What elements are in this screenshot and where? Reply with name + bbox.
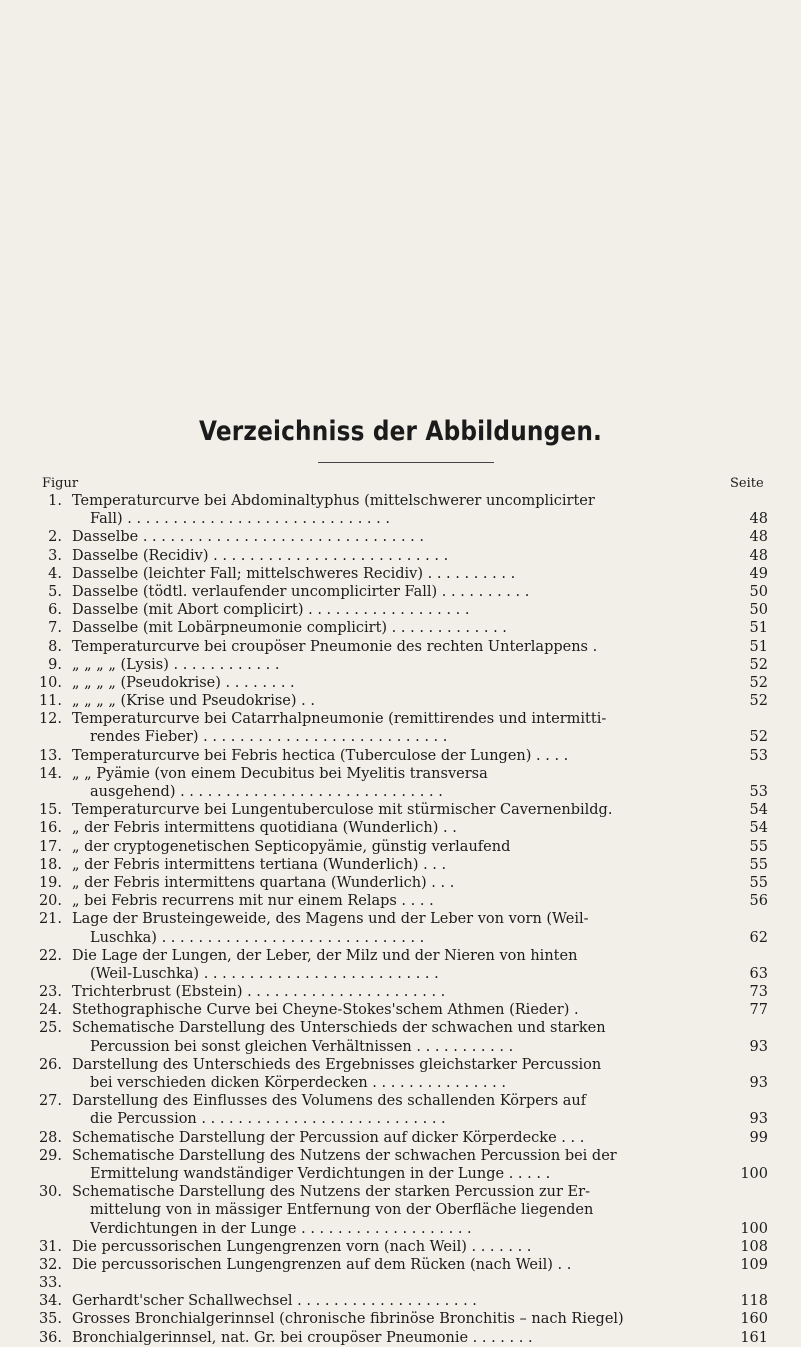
list-item — [26, 874, 768, 892]
page-number: 51 — [749, 638, 768, 655]
figure-number: 9. — [48, 656, 62, 673]
page-number: 52 — [749, 729, 768, 746]
figure-number: 20. — [38, 893, 62, 910]
figure-number: 10. — [38, 674, 62, 691]
figure-number: 36. — [38, 1329, 62, 1346]
figure-caption: „ „ „ „ (Krise und Pseudokrise) . . — [72, 693, 315, 710]
list-item — [26, 492, 768, 510]
figure-caption: Dasselbe . . . . . . . . . . . . . . . . . . . . . . . . . . . . . . . — [72, 529, 425, 546]
page-number: 52 — [749, 656, 768, 673]
figure-number: 16. — [38, 820, 62, 837]
list-item — [26, 783, 768, 801]
figure-number: 4. — [48, 565, 62, 582]
page-number: 54 — [749, 820, 768, 837]
figure-caption: die Percussion . . . . . . . . . . . . . . . . . . . . . . . . . . . — [90, 1111, 446, 1128]
figure-number: 31. — [38, 1238, 62, 1255]
list-item — [26, 1038, 768, 1056]
figure-caption: Luschka) . . . . . . . . . . . . . . . . . . . . . . . . . . . . . — [90, 929, 425, 946]
figure-number: 27. — [38, 1093, 62, 1110]
figure-caption: Lage der Brusteingeweide, des Magens und der Leber von vorn (Weil- — [72, 911, 589, 928]
list-item — [26, 601, 768, 619]
page-number: 118 — [740, 1293, 768, 1310]
figure-caption: Die percussorischen Lungengrenzen vorn (nach Weil) . . . . . . . — [72, 1238, 532, 1255]
figure-caption: Dasselbe (tödtl. verlaufender uncomplicirter Fall) . . . . . . . . . . — [72, 583, 530, 600]
figure-number: 30. — [38, 1184, 62, 1201]
list-item — [26, 692, 768, 710]
figure-number: 8. — [48, 638, 62, 655]
column-header-figure: Figur — [42, 476, 79, 491]
list-item — [26, 619, 768, 637]
list-item — [26, 747, 768, 765]
page-number: 55 — [749, 874, 768, 891]
figure-caption: Schematische Darstellung des Nutzens der schwachen Percussion bei der — [72, 1147, 617, 1164]
figure-caption: Percussion bei sonst gleichen Verhältnissen . . . . . . . . . . . — [90, 1038, 514, 1055]
figure-caption: Stethographische Curve bei Cheyne-Stokes'schem Athmen (Rieder) . — [72, 1002, 579, 1019]
figure-caption: Die Lage der Lungen, der Leber, der Milz und der Nieren von hinten — [72, 947, 578, 964]
figure-number: 17. — [38, 838, 62, 855]
figure-number: 6. — [48, 602, 62, 619]
page-number: 53 — [749, 784, 768, 800]
figure-number: 19. — [38, 874, 62, 891]
page-number: 55 — [749, 856, 768, 873]
list-item — [26, 929, 768, 947]
list-item — [26, 1238, 768, 1256]
list-item — [26, 638, 768, 656]
figure-caption: „ „ „ „ (Pseudokrise) . . . . . . . . — [72, 674, 295, 691]
figure-number: 18. — [38, 856, 62, 873]
list-item — [26, 947, 768, 965]
list-item — [26, 765, 768, 783]
list-item — [26, 892, 768, 910]
list-item — [26, 1274, 768, 1292]
list-item — [26, 983, 768, 1001]
list-item — [26, 1183, 768, 1201]
figure-caption: Trichterbrust (Ebstein) . . . . . . . . . . . . . . . . . . . . . . — [72, 984, 446, 1001]
page-number: 55 — [749, 838, 768, 855]
figure-caption: Verdichtungen in der Lunge . . . . . . . . . . . . . . . . . . . — [90, 1220, 472, 1237]
figure-caption: „ der Febris intermittens tertiana (Wunderlich) . . . — [72, 856, 447, 873]
list-item — [26, 856, 768, 874]
list-item — [26, 674, 768, 692]
figure-caption: „ der cryptogenetischen Septicopyämie, günstig verlaufend — [72, 838, 511, 855]
list-item — [26, 1329, 768, 1347]
figure-caption: Darstellung des Unterschieds des Ergebnisses gleichstarker Percussion — [72, 1056, 602, 1073]
figure-caption: mittelung von in mässiger Entfernung von der Oberfläche liegenden — [90, 1202, 594, 1219]
list-item — [26, 710, 768, 728]
figure-number: 29. — [38, 1147, 62, 1164]
figure-number: 26. — [38, 1056, 62, 1073]
page-title: Verzeichniss der Abbildungen. — [198, 416, 603, 447]
list-item — [26, 528, 768, 546]
figure-number: 12. — [38, 711, 62, 728]
figure-number: 1. — [48, 493, 62, 509]
page-number: 49 — [749, 565, 768, 582]
figure-caption: Bronchialgerinnsel, nat. Gr. bei croupöser Pneumonie . . . . . . . — [72, 1329, 533, 1346]
list-item — [26, 1001, 768, 1019]
list-item — [26, 547, 768, 565]
figure-caption: Dasselbe (mit Abort complicirt) . . . . . . . . . . . . . . . . . . — [72, 602, 470, 619]
figure-caption: (Weil-Luschka) . . . . . . . . . . . . . . . . . . . . . . . . . . — [90, 965, 439, 982]
figure-caption: Schematische Darstellung des Unterschieds der schwachen und starken — [72, 1020, 606, 1037]
page-number: 50 — [749, 583, 768, 600]
figure-caption: Die percussorischen Lungengrenzen auf dem Rücken (nach Weil) . . — [72, 1256, 572, 1273]
page-number: 161 — [740, 1329, 768, 1346]
figure-number: 24. — [38, 1002, 62, 1019]
page-number: 52 — [749, 674, 768, 691]
figure-number: 35. — [38, 1311, 62, 1328]
page-number: 99 — [749, 1129, 768, 1146]
figure-caption: „ der Febris intermittens quotidiana (Wunderlich) . . — [72, 820, 457, 837]
list-item — [26, 1074, 768, 1092]
figure-caption: Dasselbe (leichter Fall; mittelschweres Recidiv) . . . . . . . . . . — [72, 565, 516, 582]
list-item — [26, 1292, 768, 1310]
figure-caption: Temperaturcurve bei Catarrhalpneumonie (remittirendes und intermitti- — [72, 711, 607, 728]
page-number: 100 — [740, 1165, 768, 1182]
page-number: 73 — [749, 984, 768, 1001]
page-number: 77 — [749, 1002, 768, 1019]
list-item — [26, 838, 768, 856]
page-number: 48 — [749, 511, 768, 528]
figure-number: 28. — [38, 1129, 62, 1146]
figure-caption: Darstellung des Einflusses des Volumens des schallenden Körpers auf — [72, 1093, 587, 1110]
figure-caption: Ermittelung wandständiger Verdichtungen in der Lunge . . . . . — [90, 1165, 551, 1182]
page-number: 63 — [749, 965, 768, 982]
list-item — [26, 965, 768, 983]
page-number: 100 — [740, 1220, 768, 1237]
list-item — [26, 583, 768, 601]
figure-number: 33. — [38, 1275, 62, 1292]
title-rule — [318, 462, 494, 463]
list-item — [26, 1019, 768, 1037]
list-item — [26, 1110, 768, 1128]
figure-caption: Grosses Bronchialgerinnsel (chronische fibrinöse Bronchitis – nach Riegel) — [72, 1311, 624, 1328]
figure-number: 5. — [48, 583, 62, 600]
figure-caption: Schematische Darstellung des Nutzens der starken Percussion zur Er- — [72, 1184, 590, 1201]
figure-number: 23. — [38, 984, 62, 1001]
figure-number: 14. — [38, 765, 62, 782]
figure-caption: Temperaturcurve bei Lungentuberculose mit stürmischer Cavernenbildg. — [72, 802, 613, 819]
page-number: 56 — [749, 893, 768, 910]
figure-caption: Dasselbe (mit Lobärpneumonie complicirt) . . . . . . . . . . . . . — [72, 620, 507, 637]
figure-caption: Dasselbe (Recidiv) . . . . . . . . . . . . . . . . . . . . . . . . . . — [72, 547, 449, 564]
list-item — [26, 819, 768, 837]
page-number: 53 — [749, 747, 768, 764]
list-item — [26, 1129, 768, 1147]
figure-number: 15. — [38, 802, 62, 819]
figure-caption: Gerhardt'scher Schallwechsel . . . . . . . . . . . . . . . . . . . . — [72, 1293, 477, 1310]
figure-caption: „ der Febris intermittens quartana (Wunderlich) . . . — [72, 874, 455, 891]
page-number: 48 — [749, 547, 768, 564]
figure-caption: Temperaturcurve bei Abdominaltyphus (mittelschwerer uncomplicirter — [72, 493, 595, 509]
list-item — [26, 801, 768, 819]
page-number: 93 — [749, 1111, 768, 1128]
figure-caption: rendes Fieber) . . . . . . . . . . . . . . . . . . . . . . . . . . . — [90, 729, 448, 746]
page-number: 109 — [740, 1256, 768, 1273]
figure-number: 32. — [38, 1256, 62, 1273]
figure-number: 21. — [38, 911, 62, 928]
page-number: 52 — [749, 693, 768, 710]
figure-list — [26, 492, 768, 1347]
page-number: 93 — [749, 1075, 768, 1091]
figure-caption: ausgehend) . . . . . . . . . . . . . . . . . . . . . . . . . . . . . — [90, 784, 443, 800]
page-number: 54 — [749, 802, 768, 819]
figure-caption: bei verschieden dicken Körperdecken . . . . . . . . . . . . . . . — [90, 1075, 506, 1091]
figure-number: 3. — [48, 547, 62, 564]
figure-number: 25. — [38, 1020, 62, 1037]
list-item — [26, 1256, 768, 1274]
figure-number: 13. — [38, 747, 62, 764]
list-item — [26, 565, 768, 583]
figure-number: 34. — [38, 1293, 62, 1310]
figure-caption: „ bei Febris recurrens mit nur einem Relaps . . . . — [72, 893, 434, 910]
page-number: 50 — [749, 602, 768, 619]
list-item — [26, 656, 768, 674]
list-item — [26, 1092, 768, 1110]
figure-number: 7. — [48, 620, 62, 637]
figure-caption: „ „ Pyämie (von einem Decubitus bei Myelitis transversa — [72, 765, 488, 782]
list-item — [26, 510, 768, 528]
page-number: 93 — [749, 1038, 768, 1055]
list-item — [26, 1165, 768, 1183]
list-item — [26, 1147, 768, 1165]
column-header-page: Seite — [730, 476, 764, 491]
figure-number: 11. — [38, 693, 62, 710]
list-item — [26, 1201, 768, 1219]
list-item — [26, 728, 768, 746]
figure-number: 2. — [48, 529, 62, 546]
figure-caption: Temperaturcurve bei Febris hectica (Tuberculose der Lungen) . . . . — [72, 747, 569, 764]
list-item — [26, 910, 768, 928]
list-item — [26, 1310, 768, 1328]
figure-caption: Schematische Darstellung der Percussion auf dicker Körperdecke . . . — [72, 1129, 585, 1146]
figure-caption: Fall) . . . . . . . . . . . . . . . . . . . . . . . . . . . . . — [90, 511, 390, 528]
figure-caption: Temperaturcurve bei croupöser Pneumonie des rechten Unterlappens . — [72, 638, 598, 655]
list-item — [26, 1220, 768, 1238]
page-number: 48 — [749, 529, 768, 546]
figure-number: 22. — [38, 947, 62, 964]
page-number: 108 — [740, 1238, 768, 1255]
page-number: 51 — [749, 620, 768, 637]
page-number: 62 — [749, 929, 768, 946]
page-number: 160 — [740, 1311, 768, 1328]
list-item — [26, 1056, 768, 1074]
figure-caption: „ „ „ „ (Lysis) . . . . . . . . . . . . — [72, 656, 280, 673]
